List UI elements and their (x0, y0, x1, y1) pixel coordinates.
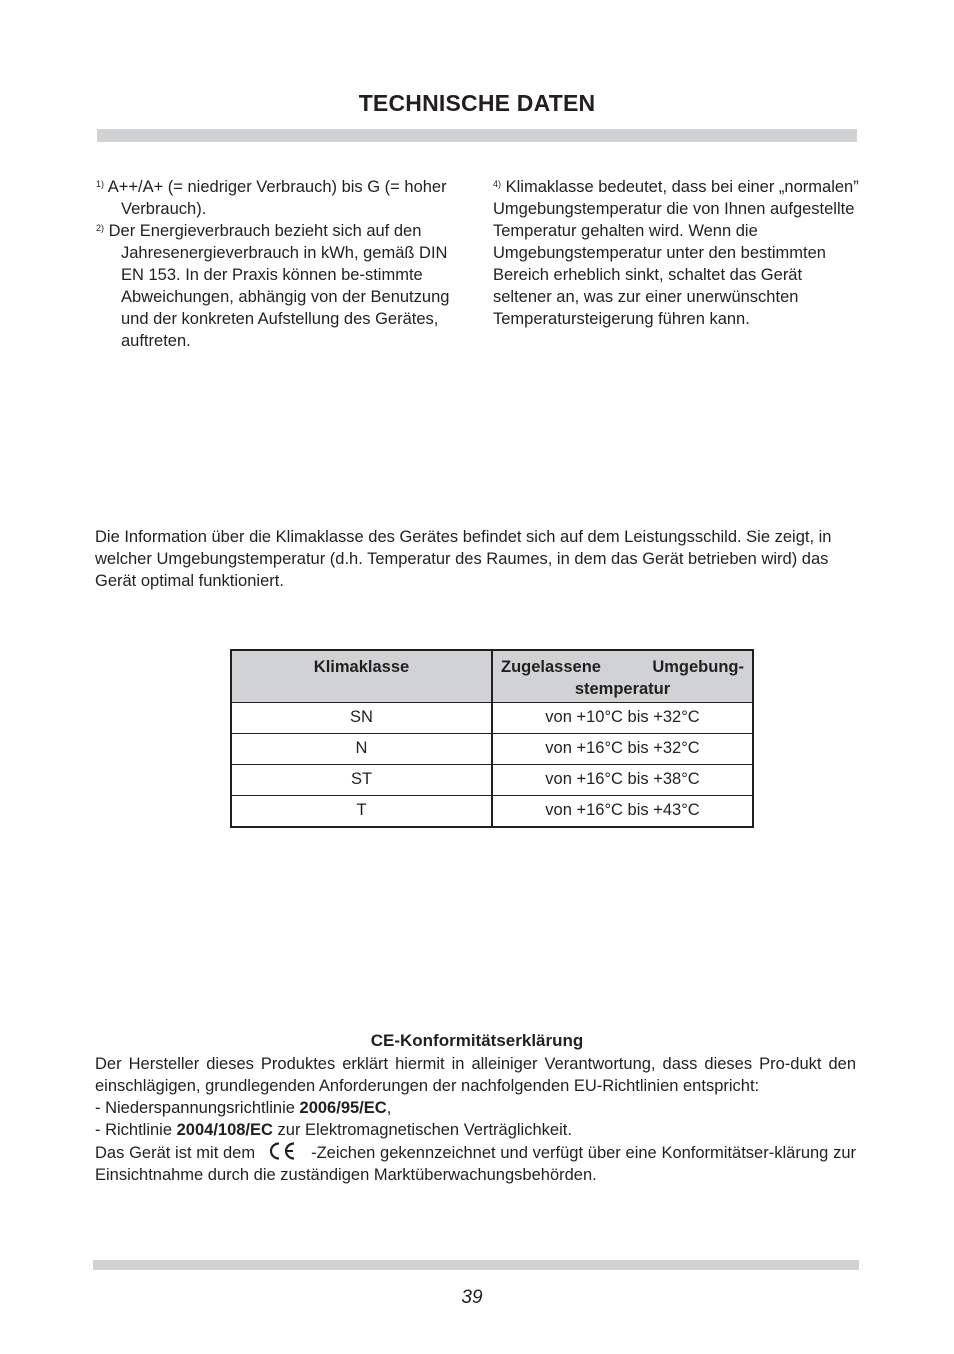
title-divider (97, 129, 857, 142)
directive-1-number: 2006/95/EC (299, 1099, 387, 1117)
footnote-2 (96, 220, 466, 352)
ce-marking-line (95, 1141, 856, 1186)
klasse-cell: SN (231, 702, 492, 733)
range-cell: von +10°C bis +32°C (492, 702, 753, 733)
range-cell: von +16°C bis +43°C (492, 795, 753, 827)
klimaklasse-table (230, 649, 754, 828)
ce-body (95, 1053, 856, 1186)
footnote-4-number: 4) (493, 179, 502, 189)
ce-mark-icon (255, 1141, 311, 1161)
ce-directive-line-1 (95, 1097, 856, 1119)
klasse-cell: T (231, 795, 492, 827)
range-cell: von +16°C bis +38°C (492, 764, 753, 795)
directive-1-suffix: , (386, 1099, 392, 1117)
range-cell: von +16°C bis +32°C (492, 733, 753, 764)
footnote-1-number: 1) (96, 179, 105, 189)
directive-2-suffix: zur Elektromagnetischen Verträglichkeit. (272, 1121, 572, 1139)
directive-2-prefix: - Richtlinie (95, 1121, 177, 1139)
table-row (231, 764, 753, 795)
footnote-2-number: 2) (96, 223, 105, 233)
ce-heading: CE-Konformitätserklärung (370, 1031, 584, 1050)
klima-info-paragraph: Die Information über die Klimaklasse des Gerätes befindet sich auf dem Leistungsschild. Sie zeigt, in welcher Umgebungstemperatur (d.h. Temperatur des Raumes, in dem das Gerät betrieben wird) das Gerät optimal funktioniert. (95, 528, 832, 590)
footnotes-right (493, 176, 859, 330)
header-klimaklasse: Klimaklasse (231, 650, 492, 702)
ce-directive-line-2 (95, 1119, 856, 1141)
page-number: 39 (461, 1287, 483, 1308)
table-row (231, 702, 753, 733)
page-title: TECHNISCHE DATEN (358, 90, 596, 116)
klasse-cell: ST (231, 764, 492, 795)
ce-marking-prefix: Das Gerät ist mit dem (95, 1144, 256, 1162)
footnote-2-text: Der Energieverbrauch bezieht sich auf den Jahresenergieverbrauch in kWh, gemäß DIN EN 153. In der Praxis können be-stimmte Abweichungen, abhängig von der Benutzung und der konkreten Aufstellung des Gerätes, auftreten. (108, 222, 450, 350)
ce-marking-suffix: -Zeichen gekennzeichnet und verfügt über eine Konformitätser-klärung zur Einsichtnahme durch die zuständigen Marktüberwachungsbehörden. (95, 1144, 856, 1184)
footnote-1 (96, 176, 466, 220)
footnote-4 (493, 176, 859, 330)
footnotes-left (96, 176, 466, 352)
klasse-cell: N (231, 733, 492, 764)
directive-1-prefix: - Niederspannungsrichtlinie (95, 1099, 300, 1117)
table-header-row (231, 650, 753, 702)
footnote-4-text: Klimaklasse bedeutet, dass bei einer „normalen” Umgebungstemperatur die von Ihnen aufgestellte Temperatur gehalten wird. Wenn die Umgebungstemperatur unter den bestimmten Bereich erheblich sinkt, schaltet das Gerät seltener an, was zur einer unerwünschten Temperatursteigerung führen kann. (493, 178, 859, 328)
footnote-1-text: A++/A+ (= niedriger Verbrauch) bis G (= hoher Verbrauch). (107, 178, 447, 218)
header-umgebungstemperatur: Zugelassene Umgebung-stemperatur (492, 650, 753, 702)
ce-intro: Der Hersteller dieses Produktes erklärt hiermit in alleiniger Verantwortung, dass dieses Pro-dukt den einschlägigen, grundlegenden Anforderungen der nachfolgenden EU-Richtlinien entspricht: (95, 1055, 856, 1095)
footer-divider (93, 1260, 859, 1270)
table-row (231, 795, 753, 827)
table-row (231, 733, 753, 764)
directive-2-number: 2004/108/EC (176, 1121, 273, 1139)
